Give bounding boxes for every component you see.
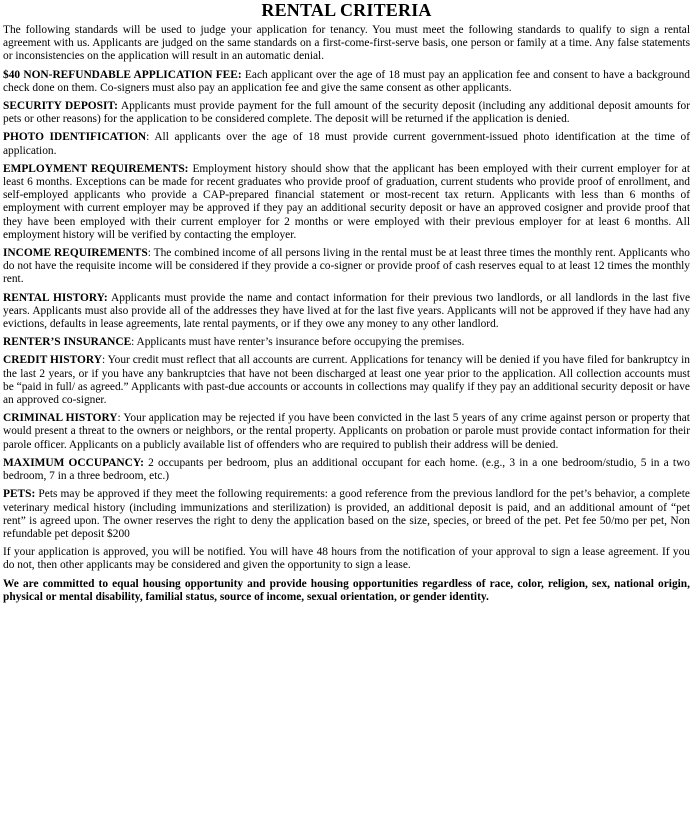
section-heading: CREDIT HISTORY: [3, 354, 102, 367]
section-heading: PHOTO IDENTIFICATION: [3, 131, 147, 144]
section-body: Applicants must provide payment for the full amount of the security deposit (including any additional deposit amounts for pets or other reasons) for the application to be considered complete. The deposit will be returned if the application is denied.: [3, 100, 690, 126]
section-body: Employment history should show that the applicant has been employed with their current employer for at least 6 months. Exceptions can be made for recent graduates who provide proof of graduation, current students who provide proof of enrollment, and self-employed applicants who provide a CAP-prepared financial statement or most-recent tax return. Applicants with less than 6 months of employment with current employer may be approved if they pay an additional security deposit or have an approved cosigner and provide proof that they have been employed with their current employer for 2 months or were employed with their previous employer for at least 6 months. All employment history will be verified by contacting the employer.: [3, 162, 690, 241]
section-heading: EMPLOYMENT REQUIREMENTS:: [3, 162, 189, 175]
section-heading: PETS:: [3, 488, 36, 501]
section-body: Pets may be approved if they meet the following requirements: a good reference from the previous landlord for the pet’s behavior, a complete veterinary medical history (including immunizations and sterilization) is provided, an additional deposit is paid, and an additional amount of “pet rent” is agreed upon. The owner reserves the right to deny the application based on the size, species, or breed of the pet. Pet fee 50/mo per pet, Non refundable pet deposit $200: [3, 488, 690, 540]
security-deposit-section: [3, 100, 690, 126]
rental-history-section: [3, 292, 690, 332]
equal-housing-statement: We are committed to equal housing opportunity and provide housing opportunities regardless of race, color, religion, sex, national origin, physical or mental disability, familial status, source of income, sexual orientation, or gender identity.: [3, 577, 690, 603]
section-heading: INCOME REQUIREMENTS: [3, 247, 148, 260]
income-requirements-section: [3, 247, 690, 287]
credit-history-section: [3, 354, 690, 407]
page-title: RENTAL CRITERIA: [261, 0, 432, 20]
intro-paragraph: The following standards will be used to judge your application for tenancy. You must meet the following standards to qualify to sign a rental agreement with us. Applicants are judged on the same standards on a first-come-first-serve basis, one person or family at a time. Any false statements or inconsistencies on the application will result in an automatic denial.: [3, 24, 690, 63]
pets-section: [3, 488, 690, 541]
section-body: : The combined income of all persons living in the rental must be at least three times the monthly rent. Applicants who do not have the requisite income will be considered if they provide a co-signer or provide proof of cash reserves equal to at least 12 times the monthly rent.: [3, 247, 690, 286]
section-heading: MAXIMUM OCCUPANCY:: [3, 456, 144, 469]
section-heading: SECURITY DEPOSIT:: [3, 100, 118, 113]
section-body: Each applicant over the age of 18 must pay an application fee and consent to have a background check done on them. Co-signers must also pay an application fee and give the same consent as other applicants.: [3, 68, 690, 94]
section-body: : All applicants over the age of 18 must provide current government-issued photo identification at the time of application.: [3, 131, 690, 157]
section-heading: RENTAL HISTORY:: [3, 291, 108, 304]
photo-identification-section: [3, 131, 690, 157]
section-body: 2 occupants per bedroom, plus an additional occupant for each home. (e.g., 3 in a one bedroom/studio, 5 in a two bedroom, 7 in a three bedroom, etc.): [3, 456, 691, 483]
section-heading: RENTER’S INSURANCE: [3, 336, 132, 349]
approval-note: If your application is approved, you will be notified. You will have 48 hours from the notification of your approval to sign a lease agreement. If you do not, then other applicants may be considered and given the opportunity to sign a lease.: [3, 546, 690, 572]
application-fee-section: [3, 69, 690, 95]
section-body: : Your credit must reflect that all accounts are current. Applications for tenancy will be denied if you have filed for bankruptcy in the last 2 years, or if you have any bankruptcies that have not been discharged at least one year prior to the application. All collection accounts must be “paid in full/ as agreed.” Applicants with past-due accounts or accounts in collections may qualify if they pay an additional security deposit or have an approved co-signer.: [3, 354, 690, 407]
section-heading: CRIMINAL HISTORY: [3, 412, 118, 425]
section-heading: $40 NON-REFUNDABLE APPLICATION FEE:: [3, 68, 242, 81]
section-body: : Applicants must have renter’s insurance before occupying the premises.: [131, 336, 465, 349]
criminal-history-section: [3, 412, 690, 452]
renters-insurance-section: [3, 336, 690, 349]
employment-requirements-section: [3, 163, 690, 242]
section-body: : Your application may be rejected if you have been convicted in the last 5 years of any crime against person or property that would present a threat to the owners or neighbors, or the rental property. Applicants on probation or parole must provide contact information for their parole officer. Applicants on a publicly available list of offenders who are required to publish their address will be denied.: [3, 412, 690, 451]
maximum-occupancy-section: [3, 457, 690, 483]
section-body: Applicants must provide the name and contact information for their previous two landlords, or all landlords in the last five years. Applicants must also provide all of the addresses they have lived at for the last five years. Applicants will not be approved if they have had any evictions, defaults in lease agreements, late rental payments, or if they owe any money to any other landlord.: [3, 291, 691, 331]
